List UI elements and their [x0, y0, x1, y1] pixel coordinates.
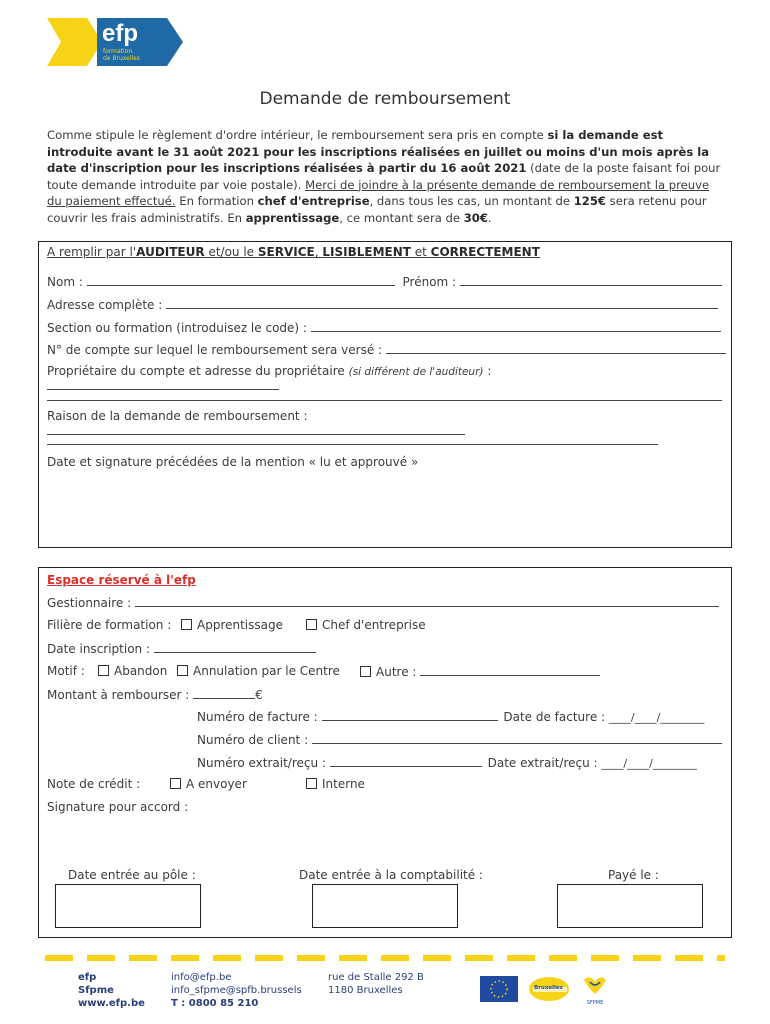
- label-chef: Chef d'entreprise: [322, 618, 426, 632]
- label-date-compta: Date entrée à la comptabilité :: [299, 868, 483, 882]
- footer-col1: [78, 971, 145, 1010]
- field-raison-line2[interactable]: [47, 433, 658, 445]
- label-motif: Motif :: [47, 664, 85, 678]
- field-date-compta-box[interactable]: [312, 884, 458, 928]
- label-proprietaire: Propriétaire du compte et adresse du propriétaire: [47, 364, 345, 378]
- sfpme-logo-shape: [580, 974, 610, 996]
- label-num-extrait: Numéro extrait/reçu :: [197, 756, 326, 770]
- brussels-logo: [527, 974, 575, 1004]
- field-proprietaire-line2[interactable]: [47, 389, 722, 401]
- checkbox-annulation[interactable]: [177, 665, 188, 676]
- footer-website[interactable]: www.efp.be: [78, 998, 145, 1009]
- row-motif: [47, 664, 85, 678]
- auditor-h5: ,: [314, 245, 323, 259]
- label-gestionnaire: Gestionnaire :: [47, 596, 132, 610]
- efp-heading: Espace réservé à l'efp: [47, 573, 196, 587]
- label-efp-signature: Signature pour accord :: [47, 800, 189, 814]
- page-title: Demande de remboursement: [259, 89, 511, 109]
- intro-p3: En formation: [175, 194, 258, 208]
- auditor-h8: CORRECTEMENT: [430, 245, 540, 259]
- label-paye: Payé le :: [608, 868, 659, 882]
- row-proprietaire: Propriétaire du compte et adresse du propriétaire (si différent de l'auditeur) :: [47, 364, 727, 393]
- option-a-envoyer[interactable]: [170, 777, 247, 791]
- option-interne[interactable]: [306, 777, 365, 791]
- row-client: [197, 732, 727, 747]
- field-paye-box[interactable]: [557, 884, 703, 928]
- intro-p7: .: [487, 210, 492, 225]
- auditor-h6: LISIBLEMENT: [322, 245, 411, 259]
- option-abandon[interactable]: [98, 664, 167, 678]
- footer-col3: [328, 971, 424, 997]
- footer-sfpme: Sfpme: [78, 985, 114, 996]
- footer-divider: [45, 954, 725, 962]
- option-annulation[interactable]: [177, 664, 340, 678]
- intro-b4: apprentissage: [245, 210, 340, 225]
- label-date-extrait: Date extrait/reçu :: [487, 756, 598, 770]
- eu-flag-logo: [480, 976, 518, 1002]
- field-prenom[interactable]: [460, 274, 722, 286]
- label-filiere: Filière de formation :: [47, 618, 172, 632]
- option-autre[interactable]: [360, 664, 600, 679]
- label-date-facture: Date de facture :: [503, 710, 606, 724]
- field-compte[interactable]: [386, 342, 726, 354]
- intro-p6: , ce montant sera de: [339, 210, 464, 225]
- intro-p5: sera retenu pour couvrir les frais administratifs. En: [47, 194, 707, 225]
- label-interne: Interne: [322, 777, 365, 791]
- sfpme-logo-text: SFPME: [586, 1000, 604, 1006]
- field-date-pole-box[interactable]: [55, 884, 201, 928]
- intro-paragraph: [47, 127, 723, 226]
- label-prenom: Prénom :: [402, 275, 457, 289]
- brussels-logo-text: Bruxelles: [534, 985, 563, 991]
- field-date-extrait[interactable]: ____/____/________: [601, 757, 697, 770]
- checkbox-interne[interactable]: [306, 778, 317, 789]
- row-adresse: [47, 297, 723, 312]
- label-note-credit: Note de crédit :: [47, 777, 141, 791]
- checkbox-apprentissage[interactable]: [181, 619, 192, 630]
- checkbox-chef[interactable]: [306, 619, 317, 630]
- row-date-inscription: [47, 641, 316, 656]
- field-date-inscription[interactable]: [154, 641, 316, 653]
- row-facture: [197, 709, 727, 724]
- row-extrait: [197, 755, 727, 770]
- label-adresse: Adresse complète :: [47, 298, 163, 312]
- checkbox-autre[interactable]: [360, 666, 371, 677]
- label-num-facture: Numéro de facture :: [197, 710, 318, 724]
- row-filiere: [47, 618, 171, 632]
- label-autre: Autre :: [376, 665, 417, 679]
- field-section[interactable]: [311, 320, 721, 332]
- label-section: Section ou formation (introduisez le code) :: [47, 321, 307, 335]
- auditor-h2: AUDITEUR: [136, 245, 205, 259]
- intro-b1: si la demande est introduite avant le 31 août 2021 pour les inscriptions réalisées en juillet ou moins d'un mois après la date d'inscription pour les inscriptions réalisées à partir du 16 août 2021: [47, 128, 710, 175]
- row-section: [47, 320, 723, 335]
- auditor-h1: A remplir par l': [47, 245, 137, 259]
- intro-b3: 125€: [573, 194, 606, 208]
- option-chef[interactable]: [306, 618, 426, 632]
- field-num-facture[interactable]: [322, 709, 498, 721]
- label-euro: €: [255, 688, 263, 702]
- intro-u1: Merci de joindre à la présente demande de remboursement la preuve du paiement effectué.: [47, 177, 710, 208]
- auditor-h4: SERVICE: [257, 245, 315, 259]
- row-montant: [47, 687, 263, 702]
- checkbox-a-envoyer[interactable]: [170, 778, 181, 789]
- label-raison: Raison de la demande de remboursement :: [47, 409, 308, 423]
- label-apprentissage: Apprentissage: [197, 618, 283, 632]
- field-num-client[interactable]: [312, 732, 722, 744]
- auditor-h3: et/ou le: [204, 245, 258, 259]
- label-num-client: Numéro de client :: [197, 733, 309, 747]
- footer-col2: [171, 971, 302, 1010]
- field-nom[interactable]: [87, 274, 395, 286]
- intro-b2: chef d'entreprise: [257, 194, 370, 208]
- auditor-h7: et: [410, 245, 431, 259]
- footer-email-efp[interactable]: info@efp.be: [171, 972, 232, 983]
- field-date-facture[interactable]: ____/____/________: [608, 711, 705, 724]
- footer-phone: T : 0800 85 210: [171, 998, 259, 1009]
- intro-b5: 30€: [463, 210, 488, 225]
- footer-city: 1180 Bruxelles: [328, 985, 403, 996]
- logo-tagline-2: de Bruxelles: [103, 55, 141, 62]
- footer-street: rue de Stalle 292 B: [328, 972, 424, 983]
- checkbox-abandon[interactable]: [98, 665, 109, 676]
- field-adresse[interactable]: [166, 297, 718, 309]
- logo-brand: efp: [102, 20, 138, 47]
- label-abandon: Abandon: [114, 664, 168, 678]
- footer-efp: efp: [78, 972, 97, 983]
- eu-stars-icon: [480, 976, 518, 1002]
- efp-logo: [47, 18, 187, 66]
- row-compte: [47, 342, 727, 357]
- row-nom: [47, 274, 723, 289]
- sfpme-logo: [580, 974, 610, 1006]
- field-montant[interactable]: [193, 687, 255, 699]
- row-note-credit: [47, 777, 140, 791]
- intro-p1: Comme stipule le règlement d'ordre intérieur, le remboursement sera pris en compte: [47, 128, 548, 142]
- label-date-pole: Date entrée au pôle :: [68, 868, 196, 882]
- label-compte: N° de compte sur lequel le remboursement sera versé :: [47, 343, 383, 357]
- field-gestionnaire[interactable]: [135, 595, 719, 607]
- option-apprentissage[interactable]: [181, 618, 283, 632]
- label-auditor-signature: Date et signature précédées de la mention « lu et approuvé »: [47, 455, 419, 469]
- field-num-extrait[interactable]: [330, 755, 482, 767]
- label-annulation: Annulation par le Centre: [193, 664, 340, 678]
- field-autre[interactable]: [420, 664, 600, 676]
- footer-email-sfpme[interactable]: info_sfpme@spfb.brussels: [171, 985, 302, 996]
- intro-p4: , dans tous les cas, un montant de: [369, 194, 574, 208]
- label-a-envoyer: A envoyer: [186, 777, 247, 791]
- label-nom: Nom :: [47, 275, 83, 289]
- label-date-inscription: Date inscription :: [47, 642, 151, 656]
- auditor-heading: [47, 245, 540, 259]
- label-montant: Montant à rembourser :: [47, 688, 190, 702]
- logo-tagline-1: formation: [103, 48, 133, 55]
- intro-p2: (date de la poste faisant foi pour toute demande introduite par voie postale).: [47, 161, 721, 192]
- label-proprietaire-note: (si différent de l'auditeur): [348, 366, 484, 378]
- row-gestionnaire: [47, 595, 723, 610]
